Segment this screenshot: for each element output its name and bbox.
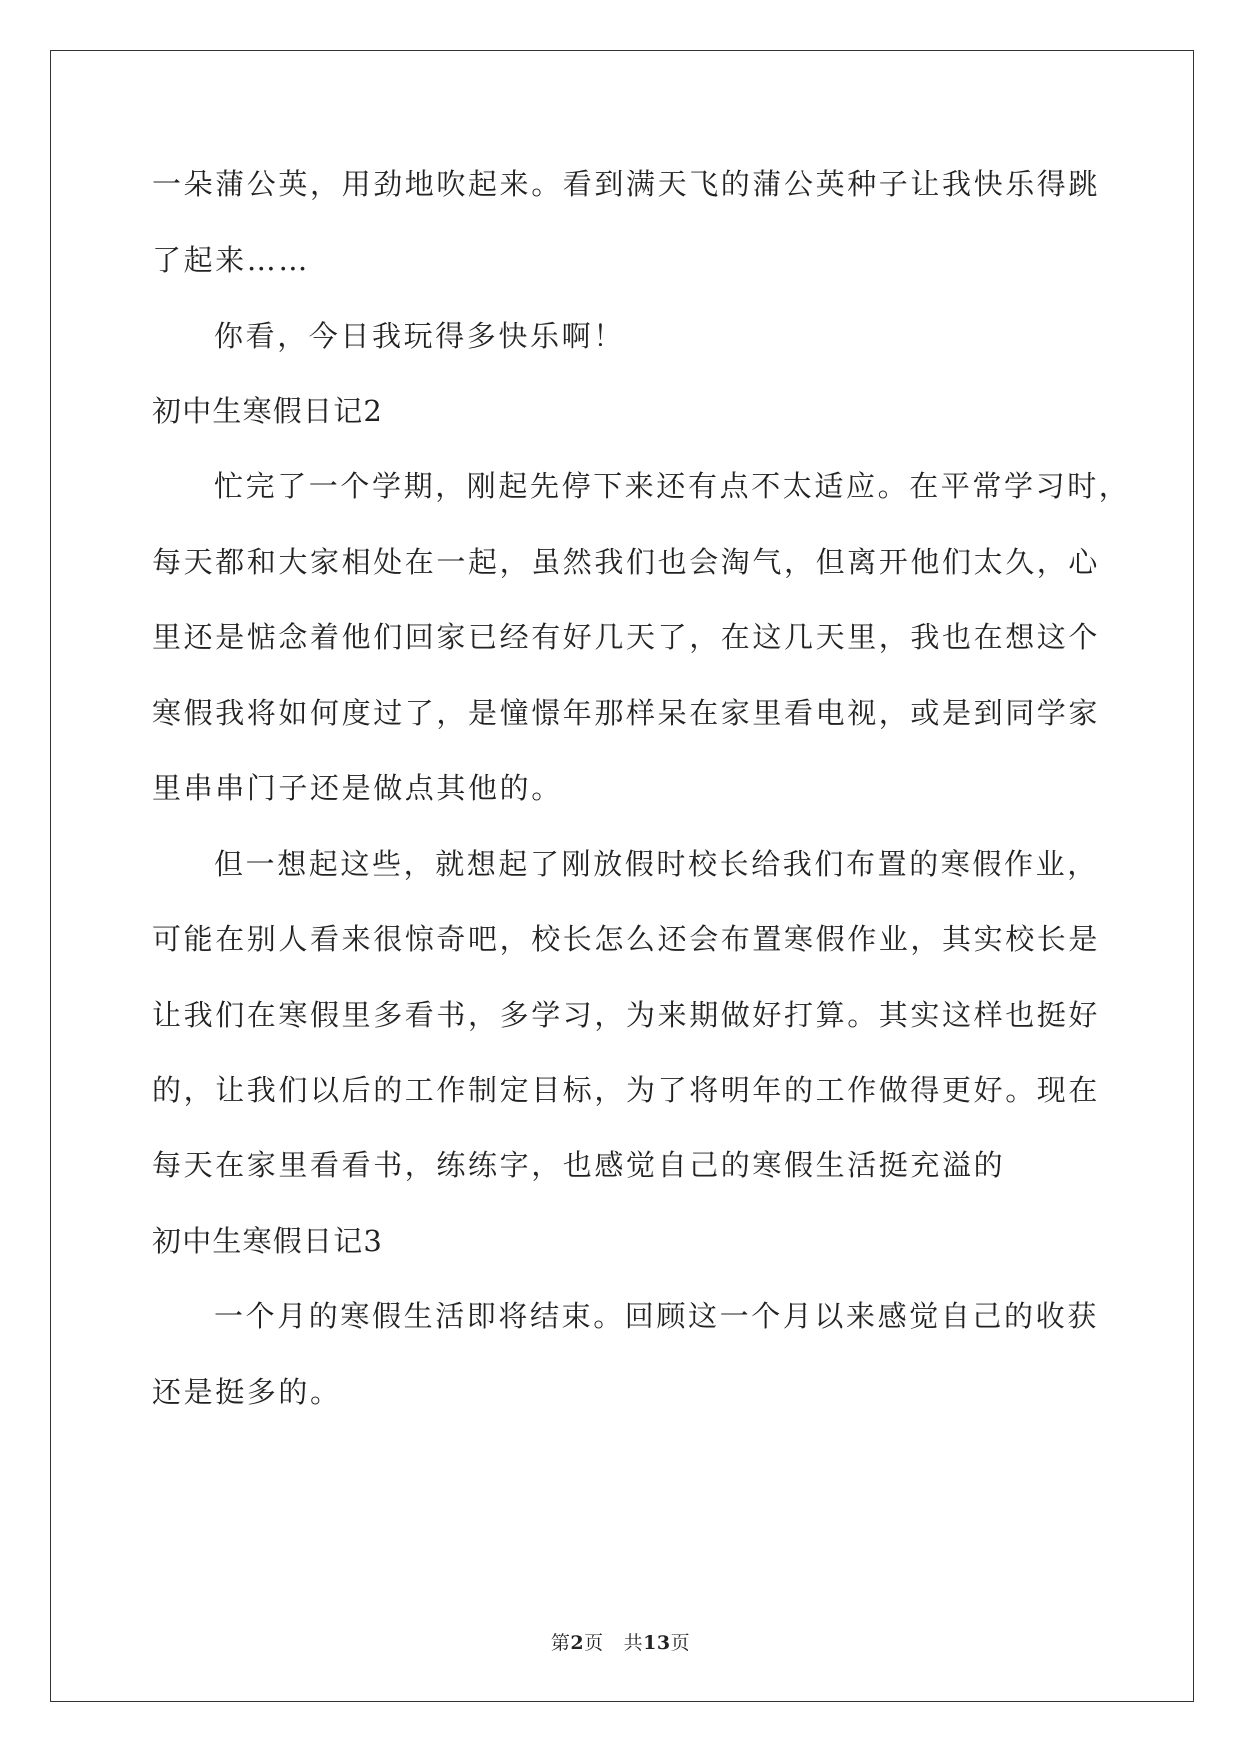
total-pages: 13 [643,1632,671,1654]
total-prefix: 共 [623,1632,644,1654]
page-prefix: 第 [550,1632,571,1654]
text-line: 让我们在寒假里多看书，多学习，为来期做好打算。其实这样也挺好 [152,998,1101,1032]
text-line: 可能在别人看来很惊奇吧，校长怎么还会布置寒假作业，其实校长是 [152,922,1101,956]
text-line: 的，让我们以后的工作制定目标，为了将明年的工作做得更好。现在 [152,1073,1101,1107]
text-line: 忙完了一个学期，刚起先停下来还有点不太适应。在平常学习时， [214,469,1131,503]
text-line: 但一想起这些，就想起了刚放假时校长给我们布置的寒假作业， [214,847,1099,881]
text-line: 一个月的寒假生活即将结束。回顾这一个月以来感觉自己的收获 [214,1299,1099,1333]
text-line: 里串串门子还是做点其他的。 [152,771,563,805]
text-line: 了起来…… [152,243,311,277]
page-suffix: 页 [584,1632,604,1654]
text-line: 每天在家里看看书，练练字，也感觉自己的寒假生活挺充溢的 [152,1148,1006,1182]
page-number: 2 [570,1632,585,1654]
section-heading: 初中生寒假日记3 [152,1224,384,1258]
text-line: 你看，今日我玩得多快乐啊！ [214,319,625,353]
text-line: 每天都和大家相处在一起，虽然我们也会淘气，但离开他们太久，心 [152,545,1101,579]
page-footer [0,1628,1241,1655]
section-heading: 初中生寒假日记2 [152,394,384,428]
total-suffix: 页 [670,1632,691,1654]
text-line: 里还是惦念着他们回家已经有好几天了，在这几天里，我也在想这个 [152,620,1101,654]
text-line: 还是挺多的。 [152,1375,342,1409]
text-line: 寒假我将如何度过了，是憧憬年那样呆在家里看电视，或是到同学家 [152,696,1101,730]
text-line: 一朵蒲公英，用劲地吹起来。看到满天飞的蒲公英种子让我快乐得跳 [152,167,1101,201]
